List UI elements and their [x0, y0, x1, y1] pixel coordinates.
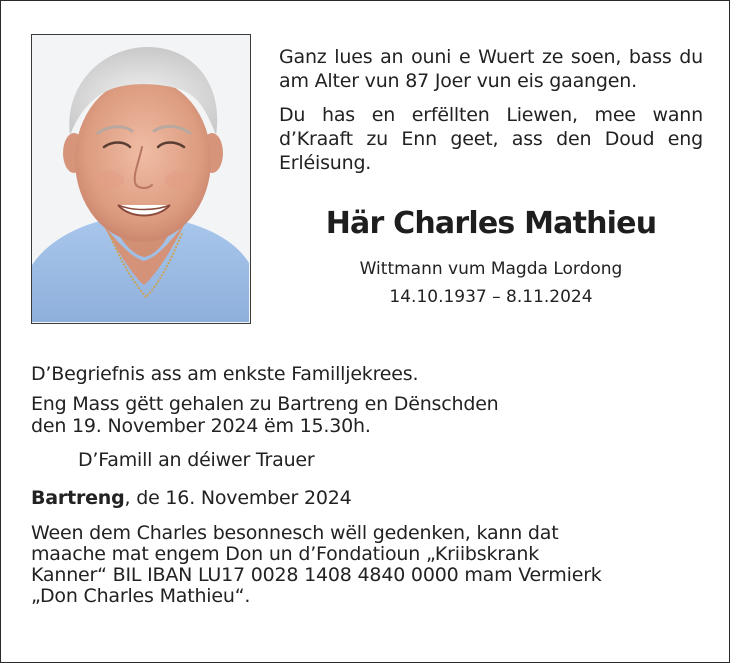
donation-line: maache mat engem Don un d’Fondatioun „Kriibskrank: [31, 543, 539, 565]
intro-paragraph: Du has en erfëllten Liewen, mee wann d’Kraaft zu Enn geet, ass den Doud eng Erléisung.: [279, 104, 703, 174]
mass-line: Eng Mass gëtt gehalen zu Bartreng en Dënschden: [31, 393, 499, 415]
donation-line: „Don Charles Mathieu“.: [31, 585, 251, 607]
spouse-line: Wittmann vum Magda Lordong: [359, 259, 623, 279]
life-dates: 14.10.1937 – 8.11.2024: [389, 287, 593, 307]
funeral-line: D’Begriefnis ass am enkste Familljekrees.: [31, 363, 419, 385]
intro-paragraph: Ganz lues an ouni e Wuert ze soen, bass du am Alter vun 87 Joer vun eis gaangen.: [279, 46, 703, 92]
place-date-line: [31, 487, 711, 509]
family-line: D’Famill an déiwer Trauer: [78, 449, 315, 471]
portrait-photo: [31, 34, 251, 324]
donation-line: Kanner“ BIL IBAN LU17 0028 1408 4840 0000 mam Vermierk: [31, 564, 602, 586]
notice-body: [31, 363, 711, 607]
intro-text: [279, 45, 703, 185]
deceased-name: Här Charles Mathieu: [325, 206, 657, 241]
place-name: Bartreng: [31, 487, 125, 509]
donation-line: Ween dem Charles besonnesch wëll gedenken, kann dat: [31, 522, 559, 544]
notice-date: , de 16. November 2024: [124, 487, 352, 509]
mass-line: den 19. November 2024 ëm 15.30h.: [31, 415, 371, 437]
